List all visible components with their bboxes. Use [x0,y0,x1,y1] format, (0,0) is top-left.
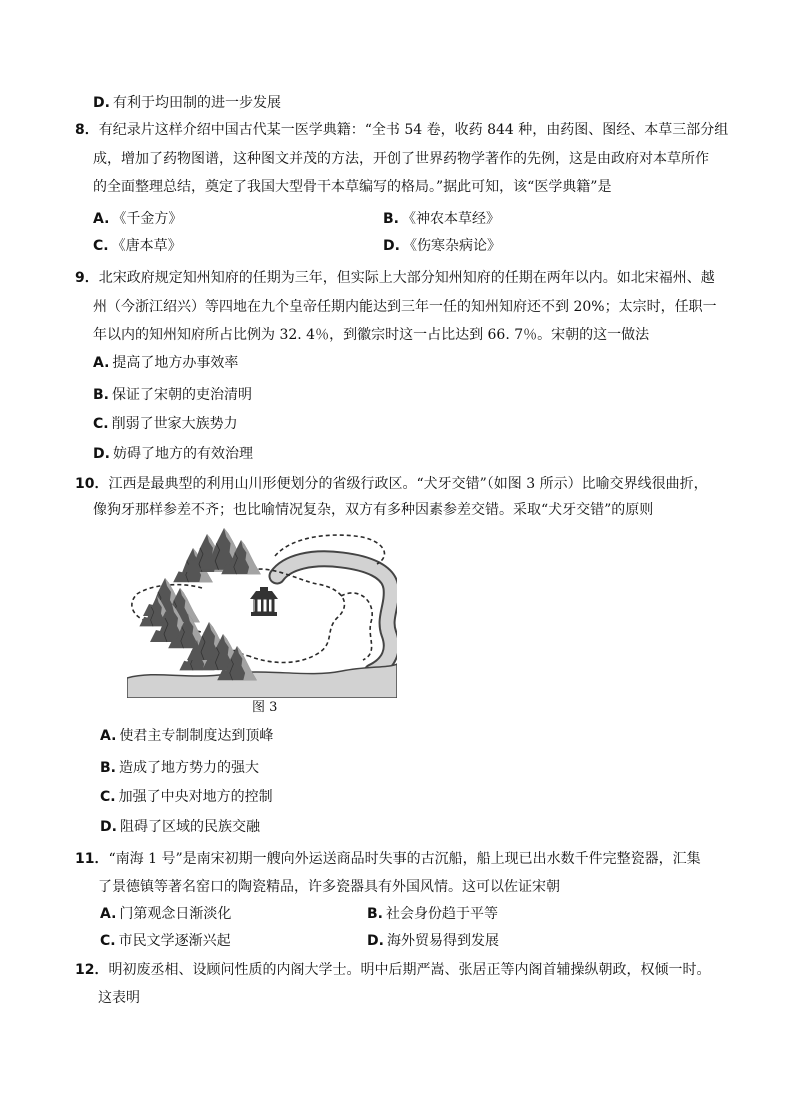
question-11-stem-line-1 [75,850,701,868]
question-number: 12． [75,962,109,978]
option-letter: D. [100,819,117,835]
question-8-option-d [383,237,501,255]
river-outline [277,559,391,672]
question-10-option-a [100,727,273,745]
figure-3-caption: 图 3 [252,700,278,715]
question-10-stem-line-1 [75,475,708,493]
option-letter: D. [367,933,384,949]
option-letter: A. [93,211,110,227]
option-text: 造成了地方势力的强大 [119,760,259,776]
option-text: 削弱了世家大族势力 [111,416,238,432]
option-text: 加强了中央对地方的控制 [118,789,273,805]
question-9-option-b [93,386,252,404]
option-text: 提高了地方办事效率 [112,355,239,371]
stem-text: 有纪录片这样介绍中国古代某一医学典籍：“全书 54 卷，收药 844 种，由药图、图经、本草三部分组 [98,122,729,138]
option-text: 《伤寒杂病论》 [402,238,501,254]
question-8-stem-line-2: 成，增加了药物图谱，这种图文并茂的方法，开创了世界药物学著作的先例，这是由政府对本草所作 [93,151,709,167]
option-letter: D. [93,446,110,462]
option-text: 海外贸易得到发展 [386,933,499,949]
option-letter: B. [367,906,383,922]
question-11-option-b [367,905,498,923]
option-letter: A. [93,355,110,371]
question-11-option-c [100,932,231,950]
stem-text: 北宋政府规定知州知府的任期为三年，但实际上大部分知州知府的任期在两年以内。如北宋福州、越 [98,270,715,286]
option-text: 市民文学逐渐兴起 [118,933,231,949]
option-text: 社会身份趋于平等 [386,906,498,922]
option-text: 使君主专制制度达到顶峰 [119,728,274,744]
pavilion-icon [250,587,278,616]
question-number: 10． [75,476,109,492]
question-9-option-a [93,354,238,372]
question-8-option-a [93,210,182,228]
question-12-stem-line-2: 这表明 [98,990,140,1006]
question-8-option-c [93,237,182,255]
option-letter: C. [100,933,116,949]
question-10-option-c [100,788,273,806]
question-10-option-d [100,818,260,836]
question-9-stem-line-1 [75,269,715,287]
question-10-stem-line-2: 像狗牙那样参差不齐；也比喻情况复杂，双方有多种因素参差交错。采取“犬牙交错”的原则 [93,502,654,518]
figure-3 [127,526,397,698]
option-text: 阻碍了区域的民族交融 [119,819,260,835]
mountain-range-north [173,528,261,582]
question-8-stem-line-1 [75,121,728,139]
option-text: 有利于均田制的进一步发展 [112,95,281,111]
question-9-stem-line-3: 年以内的知州知府所占比例为 32. 4％，到徽宗时这一占比达到 66. 7％。宋朝的这一做法 [93,327,650,343]
option-letter: C. [93,238,109,254]
stem-text: 明初废丞相、设顾问性质的内阁大学士。明中后期严嵩、张居正等内阁首辅操纵朝政，权倾一时。 [108,962,711,978]
option-letter: B. [100,760,116,776]
question-8-option-b [383,210,500,228]
figure-3-map [127,526,397,698]
option-letter: C. [100,789,116,805]
boundary-line-east [341,593,372,660]
option-letter: B. [93,387,109,403]
option-letter: A. [100,906,117,922]
option-letter: D. [383,238,400,254]
stem-text: “南海 1 号”是南宋初期一艘向外运送商品时失事的古沉船，船上现已出水数千件完整瓷器，汇集 [108,851,701,867]
question-10-option-b [100,759,259,777]
question-11-option-d [367,932,499,950]
question-9-option-d [93,445,253,463]
question-number: 8． [75,122,99,138]
question-11-stem-line-2: 了景德镇等著名窑口的陶瓷精品，许多瓷器具有外国风情。这可以佐证宋朝 [98,879,560,895]
prev-question-option-d [93,94,281,112]
question-number: 11． [75,851,109,867]
option-text: 《千金方》 [112,211,183,227]
option-text: 《唐本草》 [111,238,182,254]
option-letter: B. [383,211,399,227]
option-letter: D. [93,95,110,111]
option-letter: A. [100,728,117,744]
lower-river [127,664,397,698]
question-8-stem-line-3: 的全面整理总结，奠定了我国大型骨干本草编写的格局。”据此可知，该“医学典籍”是 [93,179,612,195]
option-text: 妨碍了地方的有效治理 [112,446,253,462]
question-9-option-c [93,415,238,433]
option-text: 保证了宋朝的吏治清明 [112,387,252,403]
question-9-stem-line-2: 州（今浙江绍兴）等四地在九个皇帝任期内能达到三年一任的知州知府还不到 20%；太宗时，任职一 [93,299,717,315]
option-text: 门第观念日渐淡化 [119,906,232,922]
option-letter: C. [93,416,109,432]
question-11-option-a [100,905,231,923]
question-number: 9． [75,270,99,286]
question-12-stem-line-1 [75,961,710,979]
stem-text: 江西是最典型的利用山川形便划分的省级行政区。“犬牙交错”（如图 3 所示）比喻交界线很曲折， [108,476,708,492]
option-text: 《神农本草经》 [402,211,500,227]
